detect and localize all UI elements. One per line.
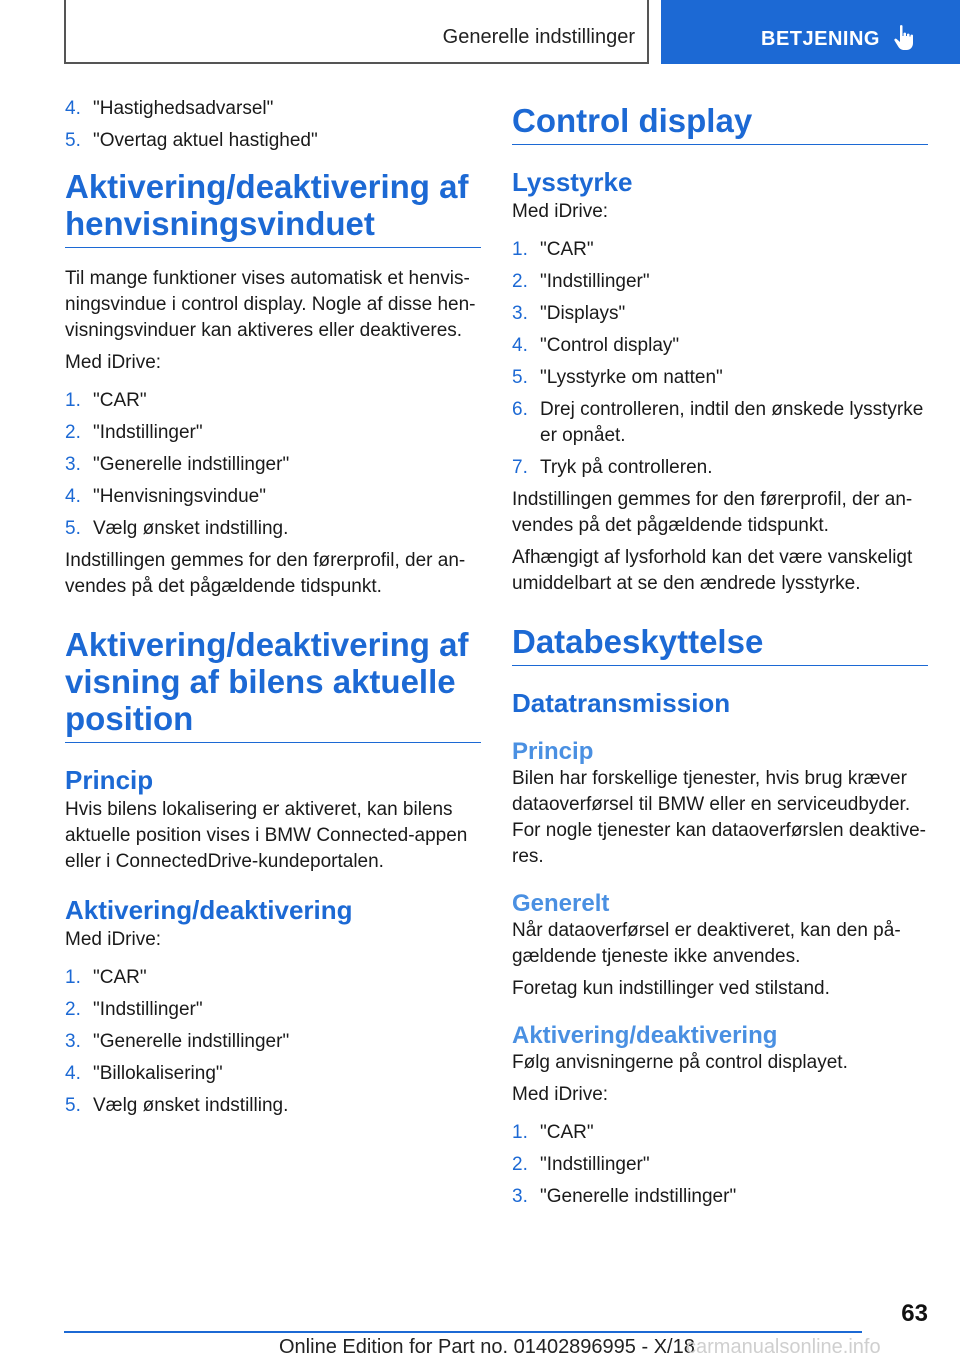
chapter-title: BETJENING — [761, 28, 880, 50]
list-item — [65, 516, 481, 542]
list-item — [65, 388, 481, 414]
list-number: 6. — [512, 399, 528, 420]
heading-data-transmission: Datatransmission — [512, 688, 731, 718]
paragraph: Til mange funktioner vises automatisk et henvisningsvindue i control display. Nogle af disse henvisningsvinduer kan aktiveres eller deaktiveres. — [65, 268, 476, 341]
list-item — [512, 333, 928, 359]
list-text: "Indstillinger" — [93, 422, 203, 443]
list-text: Drej controlleren, indtil den ønskede lysstyrke er opnået. — [540, 399, 924, 446]
list-number: 3. — [512, 1186, 528, 1207]
list-item — [65, 965, 481, 991]
list-text: "Overtag aktuel hastighed" — [93, 130, 318, 151]
edition-note: Online Edition for Part no. 01402896995 - X/18 — [279, 1336, 695, 1358]
steps-list — [512, 1120, 928, 1210]
list-item — [512, 365, 928, 391]
list-number: 2. — [65, 999, 81, 1020]
list-item — [65, 1061, 481, 1087]
paragraph: Med iDrive: — [512, 1084, 609, 1105]
list-number: 2. — [512, 1154, 528, 1175]
list-text: "Hastighedsadvarsel" — [93, 98, 274, 119]
list-number: 3. — [65, 454, 81, 475]
list-number: 5. — [65, 130, 81, 151]
list-text: "Indstillinger" — [540, 271, 650, 292]
list-number: 5. — [65, 518, 81, 539]
list-item — [512, 1120, 928, 1146]
list-item — [65, 452, 481, 478]
list-number: 3. — [65, 1031, 81, 1052]
heading-data-protection: Databeskyttelse — [512, 623, 928, 666]
footer-divider — [64, 1331, 862, 1333]
list-item — [65, 96, 481, 122]
paragraph: Følg anvisningerne på control displayet. — [512, 1052, 848, 1073]
list-text: "CAR" — [540, 1122, 594, 1143]
list-text: Vælg ønsket indstilling. — [93, 1095, 289, 1116]
list-number: 1. — [65, 967, 81, 988]
list-text: "Billokalisering" — [93, 1063, 223, 1084]
list-number: 2. — [65, 422, 81, 443]
list-item — [512, 1152, 928, 1178]
steps-list — [65, 388, 481, 542]
list-item — [512, 301, 928, 327]
list-text: "Lysstyrke om natten" — [540, 367, 723, 388]
list-text: "Control display" — [540, 335, 680, 356]
continued-list — [65, 96, 481, 154]
paragraph: Når dataoverførsel er deaktiveret, kan den pågældende tjeneste ikke anvendes. — [512, 920, 901, 967]
heading-general: Generelt — [512, 890, 610, 917]
list-number: 1. — [65, 390, 81, 411]
list-text: "Indstillinger" — [540, 1154, 650, 1175]
heading-control-display: Control display — [512, 102, 928, 145]
list-text: "CAR" — [93, 967, 147, 988]
left-column — [65, 96, 481, 1125]
list-text: "Displays" — [540, 303, 626, 324]
heading-activation: Aktivering/deaktivering — [65, 895, 353, 925]
section-title: Generelle indstillinger — [442, 26, 635, 48]
list-text: "CAR" — [93, 390, 147, 411]
steps-list — [512, 237, 928, 481]
list-item — [65, 997, 481, 1023]
list-item — [512, 237, 928, 263]
heading-vehicle-position: Aktivering/deaktivering af visning af bilens aktuelle position — [65, 626, 481, 743]
chapter-tab — [661, 0, 960, 64]
heading-activation: Aktivering/deaktivering — [512, 1022, 778, 1049]
list-number: 3. — [512, 303, 528, 324]
paragraph: Indstillingen gemmes for den førerprofil, der anvendes på det pågældende tidspunkt. — [512, 489, 913, 536]
list-text: "Generelle indstillinger" — [93, 1031, 290, 1052]
list-text: "Henvisningsvindue" — [93, 486, 266, 507]
list-item — [65, 484, 481, 510]
list-text: Vælg ønsket indstilling. — [93, 518, 289, 539]
heading-hint-window: Aktivering/deaktivering af henvisningsvinduet — [65, 168, 481, 248]
list-text: "Generelle indstillinger" — [93, 454, 290, 475]
watermark: carmanualsonline.info — [686, 1336, 881, 1358]
paragraph: Med iDrive: — [65, 352, 162, 373]
steps-list — [65, 965, 481, 1119]
list-item — [65, 1029, 481, 1055]
heading-principle: Princip — [65, 765, 154, 795]
list-text: Tryk på controlleren. — [540, 457, 713, 478]
list-item — [65, 1093, 481, 1119]
heading-principle: Princip — [512, 738, 594, 765]
list-text: "CAR" — [540, 239, 594, 260]
right-column — [512, 102, 928, 1216]
paragraph: Afhængigt af lysforhold kan det være vanskeligt umiddelbart at se den ændrede lysstyrke. — [512, 547, 913, 594]
pointing-hand-icon — [893, 24, 917, 52]
paragraph: Hvis bilens lokalisering er aktiveret, kan bilens aktuelle position vises i BMW Connected-appen eller i ConnectedDrive-kundeportalen. — [65, 799, 468, 872]
list-item — [512, 455, 928, 481]
header-section-box — [64, 0, 649, 64]
heading-brightness: Lysstyrke — [512, 167, 633, 197]
list-item — [65, 128, 481, 154]
list-number: 4. — [65, 1063, 81, 1084]
list-item — [512, 1184, 928, 1210]
page-number: 63 — [901, 1300, 928, 1327]
paragraph: Indstillingen gemmes for den førerprofil, der anvendes på det pågældende tidspunkt. — [65, 550, 466, 597]
list-item — [512, 397, 928, 449]
list-text: "Generelle indstillinger" — [540, 1186, 737, 1207]
list-number: 1. — [512, 1122, 528, 1143]
paragraph: Med iDrive: — [512, 201, 609, 222]
list-number: 2. — [512, 271, 528, 292]
list-number: 4. — [65, 486, 81, 507]
list-number: 5. — [512, 367, 528, 388]
list-number: 1. — [512, 239, 528, 260]
list-text: "Indstillinger" — [93, 999, 203, 1020]
list-number: 4. — [65, 98, 81, 119]
paragraph: Foretag kun indstillinger ved stilstand. — [512, 978, 830, 999]
list-number: 5. — [65, 1095, 81, 1116]
list-item — [512, 269, 928, 295]
paragraph: Bilen har forskellige tjenester, hvis brug kræver dataoverførsel til BMW eller en serviceudbyder. For nogle tjenester kan dataoverførslen deaktiveres. — [512, 768, 926, 867]
list-number: 7. — [512, 457, 528, 478]
paragraph: Med iDrive: — [65, 929, 162, 950]
list-item — [65, 420, 481, 446]
list-number: 4. — [512, 335, 528, 356]
